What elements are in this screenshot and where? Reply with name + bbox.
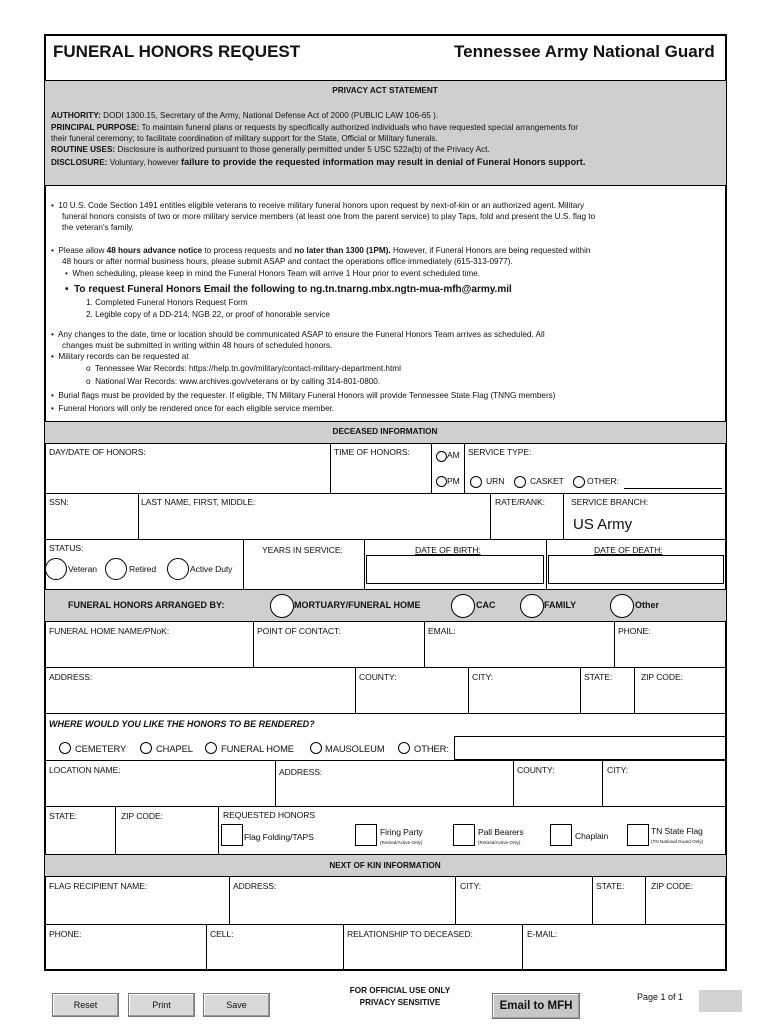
where-city-label: CITY: — [607, 765, 628, 775]
note-4a: o Tennessee War Records: https://help.tn.gov/military/contact-military-department.html — [86, 364, 401, 373]
dob-label: DATE OF BIRTH: — [415, 545, 481, 555]
am-label: AM — [447, 450, 460, 460]
chaplain-checkbox[interactable] — [550, 824, 572, 846]
page-number: Page 1 of 1 — [637, 992, 684, 1002]
chapel-radio[interactable] — [140, 742, 152, 754]
funeral-home-radio[interactable] — [205, 742, 217, 754]
am-radio[interactable] — [436, 451, 447, 462]
cemetery-radio[interactable] — [59, 742, 71, 754]
urn-label: URN — [486, 476, 505, 486]
note-2d: • To request Funeral Honors Email the following to ng.tn.tnarng.mbx.ngtn-mua-mfh@army.mil — [65, 284, 512, 295]
arr-address-label: ADDRESS: — [49, 672, 93, 682]
arr-county-label: COUNTY: — [359, 672, 397, 682]
deceased-heading: DECEASED INFORMATION — [332, 427, 438, 436]
note-5: • Burial flags must be provided by the requester. If eligible, TN Military Funeral Honors will provide Tennessee State Flag (TNNG members) — [51, 391, 556, 400]
status-label: STATUS: — [49, 543, 84, 553]
other-location-radio[interactable] — [398, 742, 410, 754]
nok-heading: NEXT OF KIN INFORMATION — [329, 861, 441, 870]
note-2: • Please allow 48 hours advance notice to process requests and no later than 1300 (1PM). However, if Funeral Honors are being requested within — [51, 246, 591, 255]
form-title: FUNERAL HONORS REQUEST — [53, 42, 301, 61]
privacy-disclosure: DISCLOSURE: Voluntary, however failure to provide the requested information may result in denial of Funeral Honors support. — [51, 157, 586, 167]
chaplain-label: Chaplain — [575, 831, 609, 841]
nok-cell-label: CELL: — [210, 929, 234, 939]
nok-city-label: CITY: — [460, 881, 481, 891]
where-question: WHERE WOULD YOU LIKE THE HONORS TO BE RENDERED? — [49, 719, 315, 729]
other-service-field[interactable] — [624, 488, 722, 489]
org-name: Tennessee Army National Guard — [454, 42, 715, 61]
retired-radio[interactable] — [105, 558, 127, 580]
requested-honors-label: REQUESTED HONORS — [223, 810, 315, 820]
note-2b: 48 hours or after normal business hours, please submit ASAP and contact the operations office immediately (615-313-0977). — [62, 257, 513, 266]
other-arranged-label: Other — [635, 600, 660, 610]
time-label: TIME OF HONORS: — [334, 447, 410, 457]
mortuary-radio[interactable] — [270, 594, 294, 618]
rate-label: RATE/RANK: — [495, 497, 545, 507]
cac-radio[interactable] — [451, 594, 475, 618]
where-state-label: STATE: — [49, 811, 78, 821]
cemetery-label: CEMETERY — [75, 743, 127, 754]
other-service-label: OTHER: — [587, 476, 619, 486]
official-use-label: FOR OFFICIAL USE ONLY — [349, 986, 451, 995]
privacy-section — [45, 81, 726, 185]
nok-email-label: E-MAIL: — [527, 929, 558, 939]
note-3: • Any changes to the date, time or location should be communicated ASAP to ensure the Funeral Honors Team arrives as scheduled. All — [51, 330, 545, 339]
page-box[interactable] — [699, 990, 742, 1012]
casket-radio[interactable] — [514, 476, 526, 488]
note-4b: o National War Records: www.archives.gov/veterans or by calling 314-801-0800. — [86, 377, 381, 386]
flag-folding-checkbox[interactable] — [221, 824, 243, 846]
save-button[interactable]: Save — [203, 993, 270, 1017]
privacy-sensitive-label: PRIVACY SENSITIVE — [359, 998, 441, 1007]
home-name-label: FUNERAL HOME NAME/PNoK: — [49, 626, 170, 636]
pall-bearers-label: Pall Bearers — [478, 827, 524, 837]
active-duty-radio[interactable] — [167, 558, 189, 580]
day-date-field[interactable] — [49, 456, 329, 492]
nok-zip-label: ZIP CODE: — [651, 881, 693, 891]
note-3b: changes must be submitted in writing within 48 hours of scheduled honors. — [62, 341, 333, 350]
ssn-label: SSN: — [49, 497, 69, 507]
note-2c: • When scheduling, please keep in mind the Funeral Honors Team will arrive 1 Hour prior to event scheduled time. — [65, 269, 481, 278]
name-label: LAST NAME, FIRST, MIDDLE: — [141, 497, 256, 507]
note-2f: 2. Legible copy of a DD-214, NGB 22, or proof of honorable service — [86, 310, 330, 319]
privacy-purpose-2: their funeral ceremony; to facilitate coordination of military support for the State, Official or Military funerals. — [51, 134, 438, 143]
day-date-label: DAY/DATE OF HONORS: — [49, 447, 146, 457]
pall-bearers-checkbox[interactable] — [453, 824, 475, 846]
casket-label: CASKET — [530, 476, 564, 486]
dod-field[interactable] — [548, 555, 724, 584]
other-arranged-radio[interactable] — [610, 594, 634, 618]
other-service-radio[interactable] — [573, 476, 585, 488]
dod-label: DATE OF DEATH: — [594, 545, 663, 555]
location-label: LOCATION NAME: — [49, 765, 121, 775]
branch-label: SERVICE BRANCH: — [571, 497, 649, 507]
mausoleum-label: MAUSOLEUM — [325, 743, 385, 754]
reset-button[interactable]: Reset — [52, 993, 119, 1017]
pall-bearers-sublabel: (Retired/Active Only) — [478, 840, 521, 845]
relationship-label: RELATIONSHIP TO DECEASED: — [347, 929, 473, 939]
flag-folding-label: Flag Folding/TAPS — [244, 832, 314, 842]
dob-field[interactable] — [366, 555, 544, 584]
where-county-label: COUNTY: — [517, 765, 555, 775]
privacy-purpose: PRINCIPAL PURPOSE: To maintain funeral plans or requests by specifically authorized individuals who have requested special arrangements for — [51, 123, 578, 132]
funeral-home-label: FUNERAL HOME — [221, 743, 294, 754]
retired-label: Retired — [129, 564, 157, 574]
tn-flag-label: TN State Flag — [651, 826, 703, 836]
service-type-label: SERVICE TYPE: — [468, 447, 532, 457]
poc-label: POINT OF CONTACT: — [257, 626, 341, 636]
privacy-authority: AUTHORITY: DODI 1300.15, Secretary of the Army, National Defense Act of 2000 (PUBLIC LAW 106-65 ). — [51, 111, 439, 120]
flag-recipient-label: FLAG RECIPIENT NAME: — [49, 881, 148, 891]
email-label: EMAIL: — [428, 626, 456, 636]
veteran-label: Veteran — [68, 564, 97, 574]
phone-label: PHONE: — [618, 626, 651, 636]
privacy-heading: PRIVACY ACT STATEMENT — [332, 86, 438, 95]
mortuary-label: MORTUARY/FUNERAL HOME — [294, 600, 421, 610]
where-zip-label: ZIP CODE: — [121, 811, 163, 821]
other-location-label: OTHER: — [414, 743, 449, 754]
active-duty-label: Active Duty — [190, 564, 233, 574]
branch-value[interactable]: US Army — [573, 516, 633, 533]
arr-state-label: STATE: — [584, 672, 613, 682]
arr-zip-label: ZIP CODE: — [641, 672, 683, 682]
note-1b: funeral honors consists of two or more military service members (at least one from the parent service) to play Taps, fold and present the U.S. flag to — [62, 212, 596, 221]
firing-party-sublabel: (Retired/Active Only) — [380, 840, 423, 845]
tn-flag-sublabel: (TN National Guard Only) — [651, 839, 704, 844]
where-address-label: ADDRESS: — [279, 767, 323, 777]
note-1c: the veteran's family. — [62, 223, 134, 232]
nok-state-label: STATE: — [596, 881, 625, 891]
pm-radio[interactable] — [436, 476, 447, 487]
note-4: • Military records can be requested at — [51, 352, 189, 361]
mausoleum-radio[interactable] — [310, 742, 322, 754]
email-mfh-button[interactable]: Email to MFH — [492, 993, 580, 1019]
urn-radio[interactable] — [470, 476, 482, 488]
print-button[interactable]: Print — [128, 993, 195, 1017]
nok-phone-label: PHONE: — [49, 929, 82, 939]
family-radio[interactable] — [520, 594, 544, 618]
pm-label: PM — [447, 476, 460, 486]
privacy-routine: ROUTINE USES: Disclosure is authorized pursuant to those generally permitted under 5 USC 522a(b) of the Privacy Act. — [51, 145, 490, 154]
firing-party-checkbox[interactable] — [355, 824, 377, 846]
arr-city-label: CITY: — [472, 672, 493, 682]
note-1: • 10 U.S. Code Section 1491 entitles eligible veterans to receive military funeral honors upon request by next-of-kin or an authorized agent. Military — [51, 201, 585, 210]
note-6: • Funeral Honors will only be rendered once for each eligible service member. — [51, 404, 335, 413]
arranged-label: FUNERAL HONORS ARRANGED BY: — [68, 600, 225, 610]
note-2e: 1. Completed Funeral Honors Request Form — [86, 298, 248, 307]
years-label: YEARS IN SERVICE: — [262, 545, 343, 555]
nok-address-label: ADDRESS: — [233, 881, 277, 891]
tn-flag-checkbox[interactable] — [627, 824, 649, 846]
other-location-field[interactable] — [454, 736, 726, 760]
chapel-label: CHAPEL — [156, 743, 193, 754]
firing-party-label: Firing Party — [380, 827, 423, 837]
cac-label: CAC — [476, 600, 496, 610]
veteran-radio[interactable] — [45, 558, 67, 580]
family-label: FAMILY — [544, 600, 577, 610]
